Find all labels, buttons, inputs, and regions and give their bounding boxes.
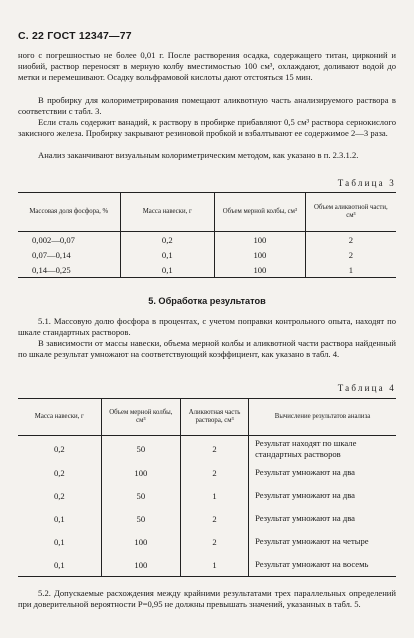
table-cell: Результат умножают на восемь bbox=[249, 553, 396, 577]
table-cell: 100 bbox=[215, 247, 306, 262]
table-row bbox=[18, 530, 396, 553]
table3-header-aliquot: Объем аликвотной части, см³ bbox=[305, 193, 396, 232]
paragraph-5-1-b: В зависимости от массы навески, объема мерной колбы и аликвотной части раствора найденный по шкале результат умножают на соответствующий коэффициент, как указано в табл. 4. bbox=[18, 338, 396, 359]
table-row bbox=[18, 553, 396, 577]
table-cell: 0,1 bbox=[53, 513, 65, 524]
table-cell: 0,07—0,14 bbox=[32, 249, 71, 260]
table-cell: 0,1 bbox=[53, 559, 65, 570]
table-cell: 0,2 bbox=[53, 443, 65, 454]
table-cell: 100 bbox=[101, 530, 180, 553]
table-cell: 1 bbox=[181, 553, 249, 577]
table-cell: Результат умножают на два bbox=[249, 484, 396, 507]
table4-caption: Таблица 4 bbox=[337, 383, 396, 393]
page-header: С. 22 ГОСТ 12347—77 bbox=[18, 30, 132, 42]
table-cell: 0,1 bbox=[120, 262, 215, 278]
table4-header-mass: Масса навески, г bbox=[18, 399, 101, 436]
paragraph-aliquot: В пробирку для колориметрирования помещают аликвотную часть анализируемого раствора в соответствии с табл. 3. bbox=[18, 95, 396, 116]
table-cell: 100 bbox=[101, 553, 180, 577]
table-cell: Результат находят по шкале стандартных растворов bbox=[249, 436, 396, 462]
table-row bbox=[18, 436, 396, 462]
table-cell: 0,1 bbox=[120, 247, 215, 262]
table-cell: 0,2 bbox=[120, 232, 215, 248]
table3-header-mass: Масса навески, г bbox=[120, 193, 215, 232]
table-row bbox=[18, 262, 396, 278]
table-cell: 0,1 bbox=[53, 536, 65, 547]
table-cell: 50 bbox=[101, 436, 180, 462]
table4-header-aliquot: Аликвотная часть раствора, см³ bbox=[181, 399, 249, 436]
table4-header-flask: Объем мерной колбы, см³ bbox=[101, 399, 180, 436]
table-cell: 100 bbox=[215, 262, 306, 278]
table-cell: Результат умножают на два bbox=[249, 507, 396, 530]
table-cell: Результат умножают на два bbox=[249, 461, 396, 484]
table4-header-calc: Вычисление результатов анализа bbox=[249, 399, 396, 436]
table-cell: 2 bbox=[181, 530, 249, 553]
table-row bbox=[18, 232, 396, 248]
paragraph-vanadium: Если сталь содержит ванадий, к раствору в пробирке прибавляют 0,5 см³ раствора сернокислого закисного железа. Пробирку закрывают резиновой пробкой и взбалтывают ее содержимое 2—3 раза. bbox=[18, 117, 396, 138]
table-cell: 0,002—0,07 bbox=[32, 234, 75, 245]
table-cell: 100 bbox=[101, 461, 180, 484]
table-cell: 1 bbox=[305, 262, 396, 278]
table-cell: 0,2 bbox=[53, 467, 65, 478]
paragraph-finish: Анализ заканчивают визуальным колориметрическим методом, как указано в п. 2.3.1.2. bbox=[38, 150, 359, 160]
table-row bbox=[18, 484, 396, 507]
table3-header-phosphorus: Массовая доля фосфора, % bbox=[18, 193, 120, 232]
table-cell: 1 bbox=[181, 484, 249, 507]
table-cell: 2 bbox=[181, 461, 249, 484]
section-title: 5. Обработка результатов bbox=[148, 296, 266, 306]
table-cell: 2 bbox=[305, 232, 396, 248]
table-cell: 2 bbox=[181, 436, 249, 462]
table-row bbox=[18, 247, 396, 262]
table-cell: 50 bbox=[101, 507, 180, 530]
table3-caption: Таблица 3 bbox=[337, 178, 396, 188]
paragraph-5-1: 5.1. Массовую долю фосфора в процентах, с учетом поправки контрольного опыта, находят по шкале стандартных растворов. bbox=[18, 316, 396, 337]
table3-header-flask: Объем мерной колбы, см³ bbox=[215, 193, 306, 232]
table-cell: 2 bbox=[305, 247, 396, 262]
table-cell: 2 bbox=[181, 507, 249, 530]
table-4 bbox=[18, 398, 396, 577]
table-3 bbox=[18, 192, 396, 278]
table-cell: 0,14—0,25 bbox=[32, 264, 71, 275]
paragraph-5-2: 5.2. Допускаемые расхождения между крайними результатами трех параллельных определений при доверительной вероятности P=0,95 не должны превышать значений, указанных в табл. 5. bbox=[18, 588, 396, 609]
table-cell: Результат умножают на четыре bbox=[249, 530, 396, 553]
table-row bbox=[18, 507, 396, 530]
paragraph-top: ного с погрешностью не более 0,01 г. После растворения осадка, содержащего титан, цирконий и ниобий, раствор переносят в мерную колбу вместимостью 100 см³, охлаждают, доливают водой до метки и перемешивают. Осадку вольфрамовой кислоты дают отстояться 15 мин. bbox=[18, 50, 396, 82]
table-cell: 100 bbox=[215, 232, 306, 248]
table-row bbox=[18, 461, 396, 484]
table-cell: 0,2 bbox=[53, 490, 65, 501]
table-cell: 50 bbox=[101, 484, 180, 507]
